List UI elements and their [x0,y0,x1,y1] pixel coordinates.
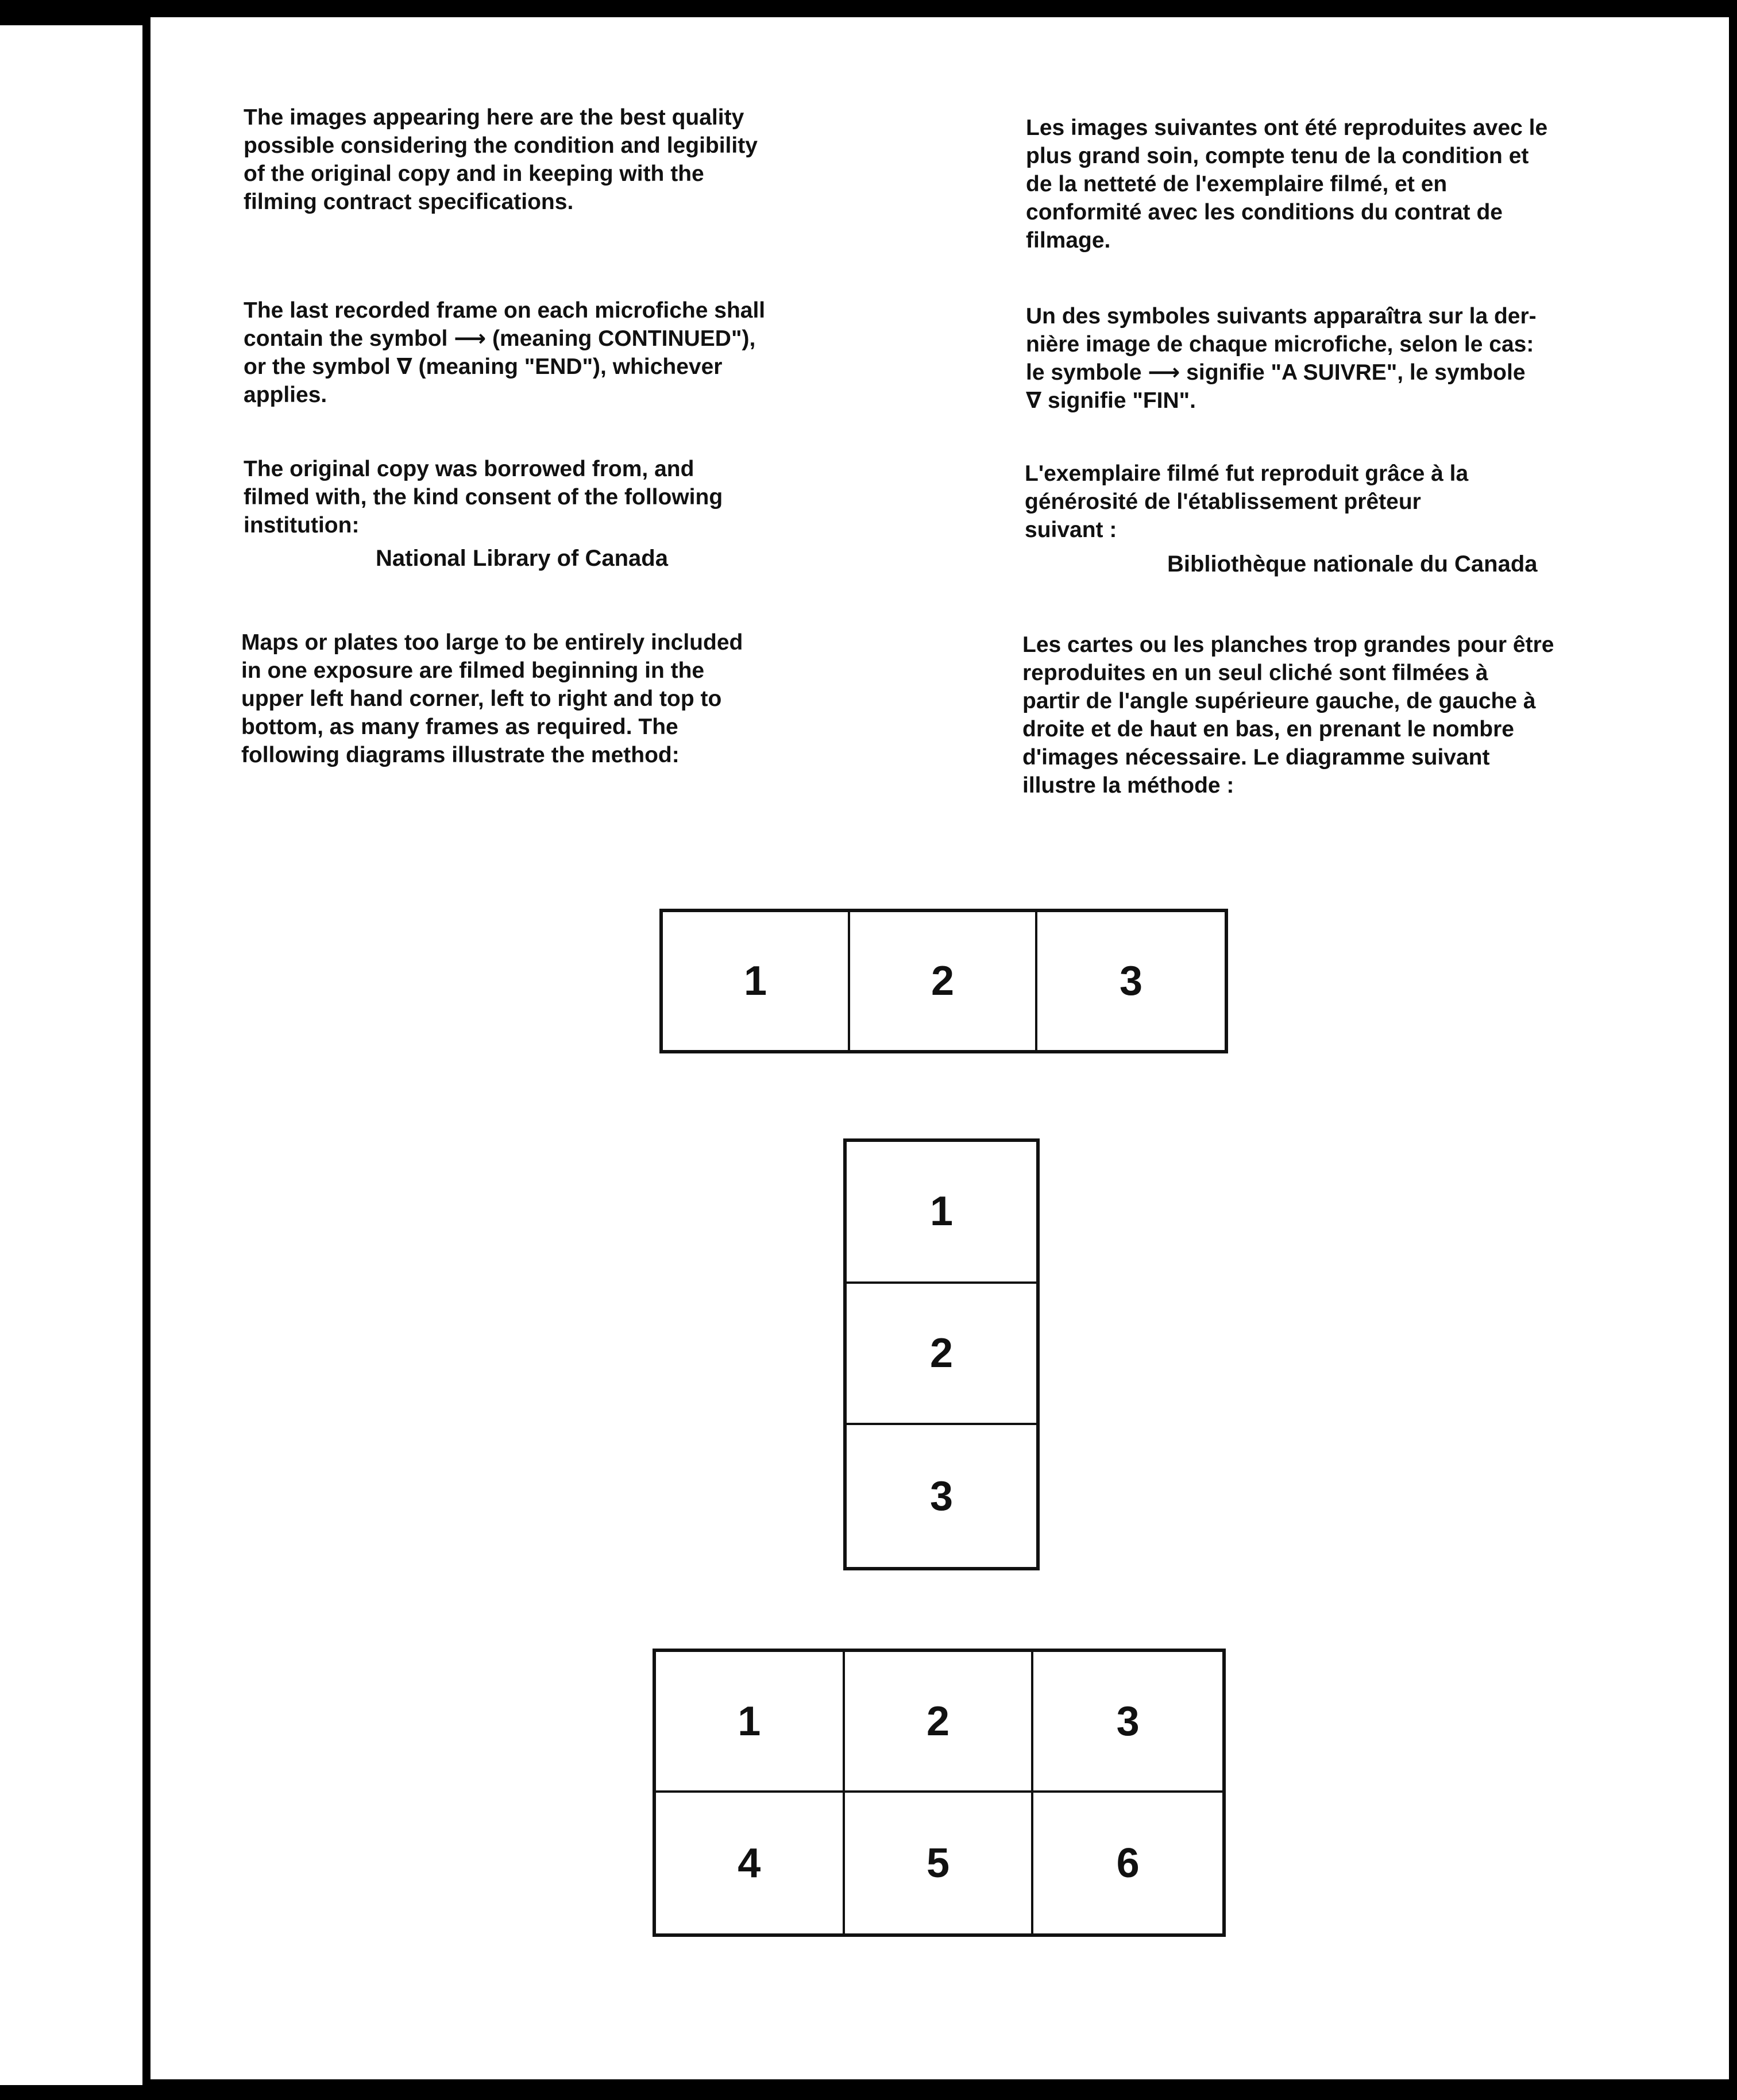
frame-cell: 1 [847,1142,1036,1284]
frame-cell: 1 [656,1652,845,1793]
french-quality-paragraph: Les images suivantes ont été reproduites avec le plus grand soin, compte tenu de la condition et de la netteté de l'exemplaire filmé, et en conformité avec les conditions du contrat de filmage. [1026,115,1548,253]
french-institution-name: Bibliothèque nationale du Canada [1167,551,1538,577]
frame-cell: 3 [929,1473,954,1519]
frame-cell: 3 [1033,1652,1222,1793]
frame-cell: 1 [663,912,850,1050]
french-symbol-paragraph: Un des symboles suivants apparaîtra sur la der- nière image de chaque microfiche, selon le cas: le symbole ⟶ signifie "A SUIVRE", le symbole ∇ signifie "FIN". [1026,304,1537,413]
diagram-grid-six [653,1649,1226,1937]
english-maps-paragraph: Maps or plates too large to be entirely included in one exposure are filmed beginning in the upper left hand corner, left to right and top to bottom, as many frames as required. The following diagrams illustrate the method: [241,630,743,767]
english-institution-name: National Library of Canada [376,546,668,571]
frame-cell: 5 [845,1793,1034,1933]
english-symbol-paragraph: The last recorded frame on each microfiche shall contain the symbol ⟶ (meaning CONTINUED"), or the symbol ∇ (meaning "END"), whichever applies. [244,298,766,407]
left-margin-strip [0,25,142,2085]
frame-cell: 3 [1119,958,1143,1004]
english-quality-paragraph: The images appearing here are the best quality possible considering the condition and legibility of the original copy and in keeping with the filming contract specifications. [244,105,758,214]
frame-cell: 2 [847,1284,1036,1426]
french-maps-paragraph: Les cartes ou les planches trop grandes pour être reproduites en un seul cliché sont filmées à partir de l'angle supérieure gauche, de gauche à droite et de haut en bas, en prenant le nombre d'images nécessaire. Le diagramme suivant illustre la méthode : [1022,632,1554,798]
english-lender-paragraph: The original copy was borrowed from, and filmed with, the kind consent of the following institution: [244,457,723,538]
frame-cell: 6 [1116,1840,1140,1886]
diagram-vertical-three [843,1138,1040,1570]
french-lender-paragraph: L'exemplaire filmé fut reproduit grâce à la générosité de l'établissement prêteur suivant : [1025,461,1469,542]
diagram-horizontal-three [659,909,1228,1053]
frame-cell: 2 [850,912,1037,1050]
frame-cell: 4 [656,1793,845,1933]
frame-cell: 2 [845,1652,1034,1793]
